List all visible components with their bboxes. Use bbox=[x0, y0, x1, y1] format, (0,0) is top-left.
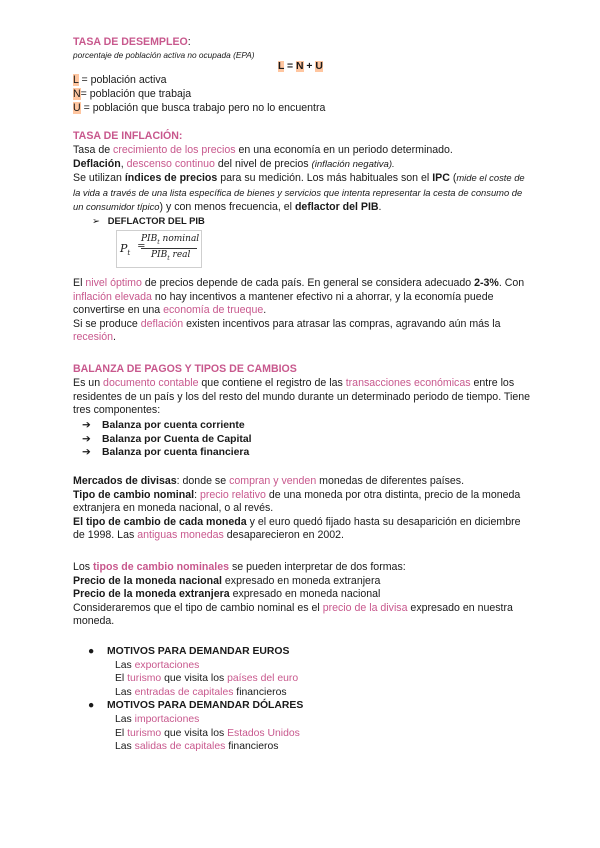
italic-note: (inflación negativa). bbox=[311, 158, 395, 170]
text: monedas de diferentes países. bbox=[316, 475, 465, 487]
unemployment-title bbox=[73, 36, 533, 50]
arrow-icon: ➔ bbox=[82, 433, 91, 445]
text: desaparecieron en 2002. bbox=[223, 529, 344, 542]
highlight-text: salidas de capitales bbox=[134, 741, 226, 753]
unemployment-def-l bbox=[73, 74, 533, 88]
text: financieros bbox=[225, 741, 279, 753]
arrow-icon: ➔ bbox=[82, 420, 91, 431]
arrowhead-bullet-icon: ➢ bbox=[92, 215, 100, 226]
arrow-icon: ➔ bbox=[82, 447, 91, 459]
motives-list bbox=[80, 645, 500, 754]
formula-numerator: $PIB_t$ nominal bbox=[141, 234, 200, 246]
national-currency-price: Precio de la moneda nacional bbox=[73, 574, 222, 587]
text: Si se produce bbox=[73, 317, 141, 330]
text: de una moneda por otra distinta, precio de la moneda extranjera en moneda nacional, o al revés. bbox=[73, 488, 521, 515]
component-label: Balanza por cuenta financiera bbox=[102, 447, 250, 459]
text: El bbox=[115, 673, 128, 685]
highlight-text: crecimiento de los precios bbox=[113, 144, 236, 156]
formula-u: U bbox=[315, 61, 323, 72]
nominal-rates-paragraph bbox=[73, 561, 533, 629]
unemployment-def-u bbox=[73, 102, 533, 116]
highlight-text: nivel óptimo bbox=[85, 277, 142, 289]
highlight-text: turismo bbox=[127, 727, 162, 739]
deflator-heading bbox=[92, 214, 552, 228]
def-text-l: = población activa bbox=[78, 74, 167, 86]
deflator-title: DEFLACTOR DEL PIB bbox=[107, 215, 205, 226]
text: se pueden interpretar de dos formas: bbox=[229, 561, 406, 573]
bullet-icon: ● bbox=[88, 700, 95, 712]
text: : donde se bbox=[176, 475, 230, 487]
text: existen incentivos para atrasar las compras, agravando aún más la bbox=[183, 317, 501, 330]
text: Los bbox=[73, 561, 94, 573]
unemployment-formula bbox=[278, 61, 323, 72]
text: que visita los bbox=[161, 673, 228, 685]
list-item bbox=[80, 645, 500, 659]
text: . Con bbox=[498, 277, 525, 289]
highlight-text: economía de trueque bbox=[163, 304, 264, 317]
fraction-line bbox=[141, 248, 197, 249]
formula-plus: + bbox=[303, 61, 316, 72]
highlight-text: recesión bbox=[73, 331, 114, 344]
list-item bbox=[82, 446, 502, 460]
dollars-title: MOTIVOS PARA DEMANDAR DÓLARES bbox=[107, 700, 304, 712]
text: que visita los bbox=[161, 727, 228, 739]
deflator-formula-image bbox=[116, 230, 202, 268]
balance-paragraph bbox=[73, 377, 533, 418]
text: expresado en moneda extranjera bbox=[221, 574, 381, 587]
text: de precios depende de cada país. En general se considera adecuado bbox=[141, 277, 475, 289]
text: en una economía en un periodo determinado. bbox=[235, 144, 453, 156]
unemployment-def-n bbox=[73, 88, 533, 102]
highlight-text: precio relativo bbox=[199, 488, 266, 501]
unemployment-title-colon: : bbox=[187, 36, 191, 48]
price-index-term: índices de precios bbox=[124, 172, 218, 185]
highlight-text: descenso continuo bbox=[126, 157, 215, 170]
highlight-text: turismo bbox=[127, 673, 162, 685]
text: ) y con menos frecuencia, el bbox=[159, 201, 295, 214]
highlight-text: documento contable bbox=[103, 377, 199, 389]
list-item bbox=[80, 686, 500, 700]
text: . bbox=[378, 201, 382, 214]
text: . bbox=[113, 331, 116, 344]
highlight-text: transacciones económicas bbox=[345, 377, 471, 389]
highlight-text: tipos de cambio nominales bbox=[93, 561, 230, 573]
def-letter-l: L bbox=[73, 74, 79, 86]
highlight-text: antiguas monedas bbox=[137, 529, 224, 542]
inflation-title: TASA DE INFLACIÓN: bbox=[73, 130, 183, 142]
text: no hay incentivos a mantener efectivo ni a ahorrar, y la economía puede convertirse en una bbox=[73, 290, 494, 317]
list-item bbox=[80, 699, 500, 713]
optimal-rate: 2-3% bbox=[474, 277, 499, 289]
euros-title: MOTIVOS PARA DEMANDAR EUROS bbox=[107, 646, 290, 657]
text: para su medición. Los más habituales son el bbox=[217, 172, 433, 185]
unemployment-title-text: TASA DE DESEMPLEO bbox=[73, 36, 188, 48]
text: Se utilizan bbox=[73, 172, 125, 185]
text: Las bbox=[115, 741, 135, 753]
text: El bbox=[73, 277, 86, 289]
text: : bbox=[194, 488, 200, 501]
text: Las bbox=[115, 686, 135, 698]
def-text-u: = población que busca trabajo pero no lo encuentra bbox=[80, 102, 326, 114]
highlight-text: exportaciones bbox=[134, 659, 200, 671]
list-item bbox=[82, 433, 502, 447]
text: Consideraremos que el tipo de cambio nominal es el bbox=[73, 601, 323, 614]
formula-eq: = bbox=[284, 61, 297, 72]
def-letter-n: N bbox=[73, 88, 81, 100]
highlight-text: importaciones bbox=[134, 713, 200, 725]
currency-markets-term: Mercados de divisas bbox=[73, 475, 177, 487]
list-item bbox=[80, 659, 500, 673]
text: , bbox=[120, 157, 127, 170]
component-label: Balanza por Cuenta de Capital bbox=[102, 433, 252, 445]
formula-equals: = bbox=[134, 241, 149, 252]
text: Tasa de bbox=[73, 144, 114, 156]
balance-components bbox=[82, 419, 502, 460]
balance-title: BALANZA DE PAGOS Y TIPOS DE CAMBIOS bbox=[73, 363, 297, 375]
formula-denominator: $PIB_t$ real bbox=[151, 250, 191, 262]
highlight-text: precio de la divisa bbox=[322, 601, 408, 614]
list-item bbox=[80, 713, 500, 727]
text: Las bbox=[115, 659, 135, 671]
text: expresado en nuestra moneda. bbox=[73, 601, 513, 628]
ipc-term: IPC bbox=[432, 172, 450, 185]
highlight-text: compran y venden bbox=[229, 475, 317, 487]
text: Es un bbox=[73, 377, 104, 389]
inflation-paragraph-1 bbox=[73, 144, 533, 215]
text: del nivel de precios bbox=[214, 157, 312, 170]
list-item bbox=[80, 740, 500, 754]
bullet-icon: ● bbox=[88, 646, 95, 657]
component-label: Balanza por cuenta corriente bbox=[102, 420, 245, 431]
highlight-text: Estados Unidos bbox=[227, 727, 300, 739]
formula-p: $P_t$ bbox=[120, 242, 131, 258]
highlight-text: países del euro bbox=[227, 673, 299, 685]
list-item bbox=[80, 727, 500, 741]
text: que contiene el registro de las bbox=[198, 377, 346, 389]
fixed-rate-term: El tipo de cambio de cada moneda bbox=[73, 515, 247, 528]
inflation-paragraph-2 bbox=[73, 277, 533, 345]
unemployment-subtitle: porcentaje de población activa no ocupada (EPA) bbox=[73, 50, 255, 60]
def-letter-u: U bbox=[73, 102, 81, 114]
foreign-currency-price: Precio de la moneda extranjera bbox=[73, 588, 230, 601]
list-item bbox=[80, 672, 500, 686]
deflator-term: deflactor del PIB bbox=[294, 201, 379, 214]
text: ( bbox=[449, 172, 457, 185]
highlight-text: deflación bbox=[140, 317, 184, 330]
text: El bbox=[115, 727, 128, 739]
highlight-text: entradas de capitales bbox=[134, 686, 234, 698]
text: . bbox=[263, 304, 267, 317]
list-item bbox=[82, 419, 502, 433]
nominal-rate-term: Tipo de cambio nominal bbox=[73, 488, 195, 501]
exchange-definitions bbox=[73, 475, 533, 543]
text: financieros bbox=[233, 686, 287, 698]
highlight-text: inflación elevada bbox=[73, 290, 152, 303]
text: entre los residentes de un país y los del resto del mundo durante un determinado periodo de tiempo. Tiene tres componentes: bbox=[73, 377, 530, 417]
def-text-n: = población que trabaja bbox=[80, 88, 192, 100]
deflation-term: Deflación bbox=[73, 157, 121, 170]
ipc-description: mide el coste de la vida a través de una lista específica de bienes y servicios que intenta representar la cesta de consumo de un consumidor típico bbox=[73, 172, 525, 213]
formula-l: L bbox=[278, 61, 285, 72]
text: Las bbox=[115, 713, 135, 725]
text: y el euro quedó fijado hasta su desaparición en diciembre de 1998. Las bbox=[73, 515, 521, 542]
text: expresado en moneda nacional bbox=[229, 588, 381, 601]
formula-n: N bbox=[296, 61, 304, 72]
